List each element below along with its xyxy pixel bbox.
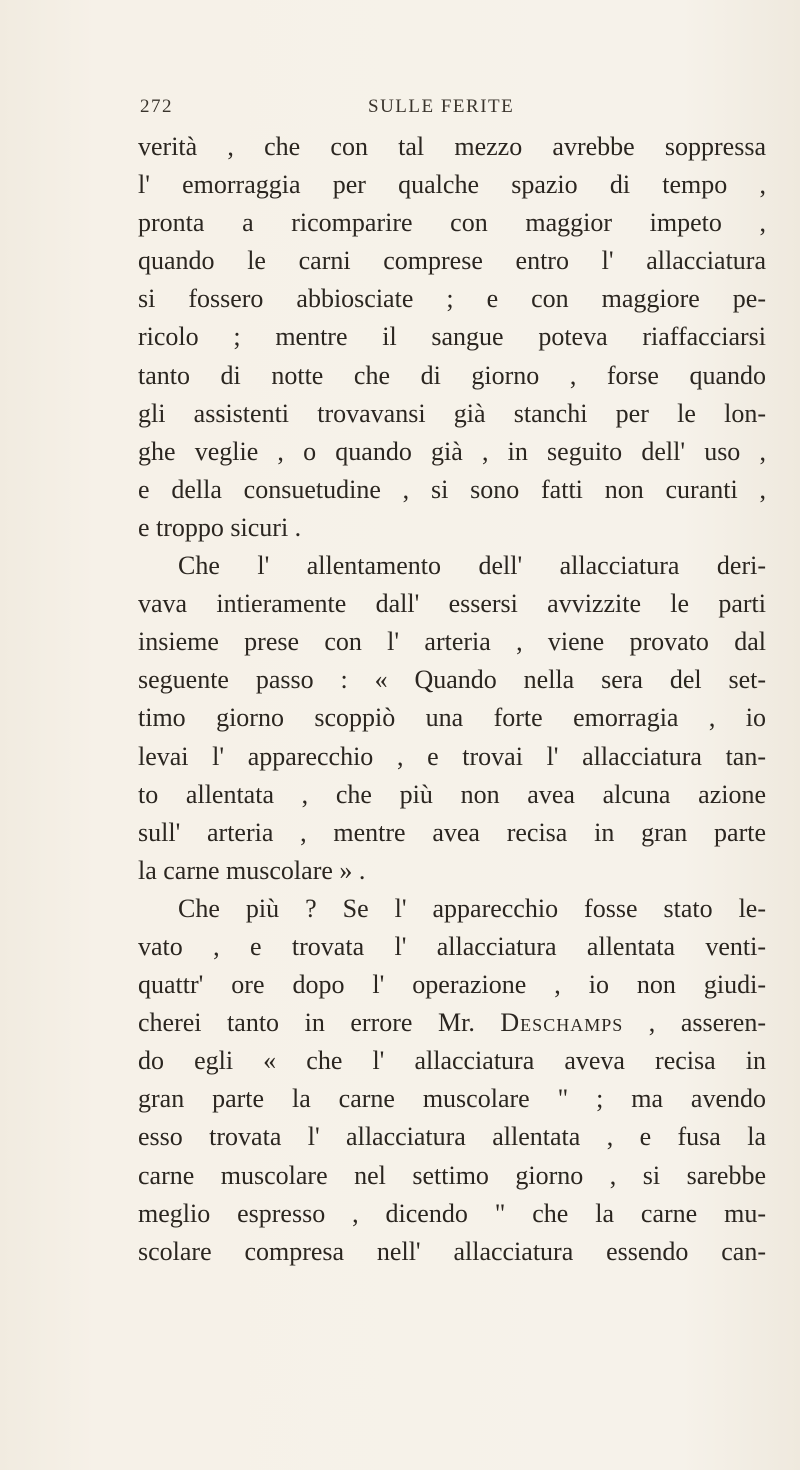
text-line: insieme prese con l' arteria , viene provato dal: [138, 627, 766, 657]
text-line: scolare compresa nell' allacciatura essendo can-: [138, 1236, 766, 1266]
body-text: [138, 128, 766, 1271]
text-line: carne muscolare nel settimo giorno , si sarebbe: [138, 1160, 766, 1190]
text-line: quando le carni comprese entro l' allacciatura: [138, 246, 766, 276]
text-fragment: cherei tanto in errore Mr.: [138, 1008, 475, 1038]
text-line: e troppo sicuri .: [138, 512, 302, 542]
text-line: verità , che con tal mezzo avrebbe soppressa: [138, 132, 766, 161]
text-line: to allentata , che più non avea alcuna azione: [138, 779, 766, 809]
text-line: vato , e trovata l' allacciatura allentata venti-: [138, 931, 766, 961]
text-line: sull' arteria , mentre avea recisa in gran parte: [138, 817, 766, 847]
author-name-smallcaps: Deschamps: [500, 1008, 624, 1038]
running-title: SULLE FERITE: [368, 96, 515, 117]
page-number: 272: [140, 96, 173, 117]
text-line: esso trovata l' allacciatura allentata , e fusa la: [138, 1122, 766, 1152]
text-line: ricolo ; mentre il sangue poteva riaffacciarsi: [138, 322, 766, 352]
text-line: si fossero abbiosciate ; e con maggiore pe-: [138, 284, 766, 314]
text-line: timo giorno scoppiò una forte emorragia , io: [138, 703, 766, 733]
text-line: seguente passo : « Quando nella sera del set-: [138, 665, 766, 695]
text-line: e della consuetudine , si sono fatti non curanti ,: [138, 474, 766, 504]
text-line: ghe veglie , o quando già , in seguito dell' uso ,: [138, 436, 766, 466]
text-line: gli assistenti trovavansi già stanchi per le lon-: [138, 398, 766, 428]
paragraph-start-line: Che più ? Se l' apparecchio fosse stato le-: [178, 893, 766, 923]
text-line: [138, 1004, 766, 1042]
text-line: quattr' ore dopo l' operazione , io non giudi-: [138, 970, 766, 1000]
text-line: do egli « che l' allacciatura aveva recisa in: [138, 1046, 766, 1076]
text-line: tanto di notte che di giorno , forse quando: [138, 360, 766, 390]
text-line: pronta a ricomparire con maggior impeto ,: [138, 208, 766, 238]
text-line: meglio espresso , dicendo " che la carne mu-: [138, 1198, 766, 1228]
text-line: la carne muscolare » .: [138, 855, 366, 885]
text-line: levai l' apparecchio , e trovai l' allacciatura tan-: [138, 741, 766, 771]
running-head: [140, 96, 740, 126]
text-line: vava intieramente dall' essersi avvizzite le parti: [138, 589, 766, 619]
text-line: gran parte la carne muscolare " ; ma avendo: [138, 1084, 766, 1114]
text-line: l' emorraggia per qualche spazio di tempo ,: [138, 170, 766, 200]
text-fragment: , asseren-: [648, 1008, 767, 1038]
paragraph-start-line: Che l' allentamento dell' allacciatura deri-: [178, 551, 766, 581]
